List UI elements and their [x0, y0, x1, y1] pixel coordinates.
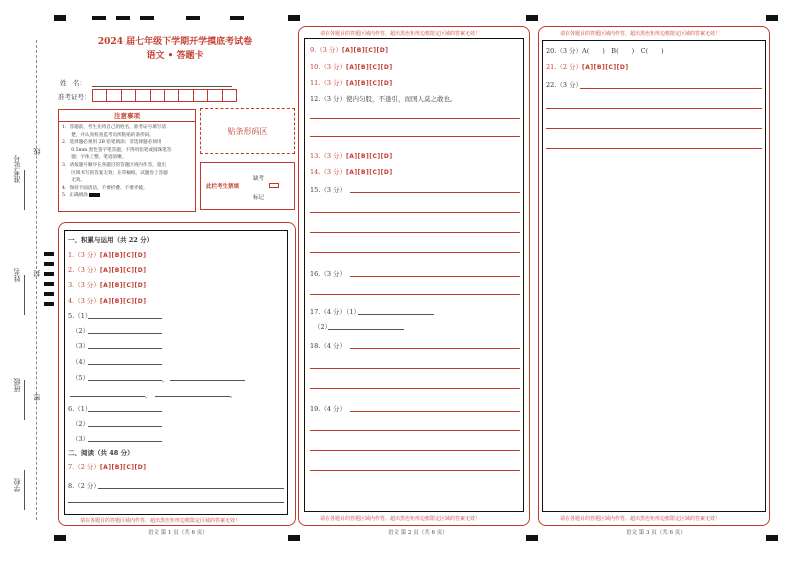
- page2-top-notice: 请在各题目的答题区域内作答，超出黑色矩形边框限定区域的答案无效！: [320, 31, 481, 37]
- name-label: 姓 名：: [60, 79, 86, 87]
- exam-subtitle: 语文 • 答题卡: [146, 51, 204, 61]
- period: 。: [230, 391, 237, 399]
- question-20[interactable]: 20.（3 分）A( ) B( ) C( ): [546, 47, 664, 55]
- answer-line[interactable]: [88, 364, 162, 365]
- school-side-label: 学校: [13, 478, 21, 492]
- registration-mark: [288, 535, 300, 541]
- exam-id-label: 准考证号：: [58, 93, 91, 101]
- page1-notice: 请在各题目的答题区域内作答，超出黑色矩形边框限定区域的答案无效！: [80, 518, 241, 524]
- filled-bubble-icon: [89, 193, 100, 197]
- question-5-4: （4）: [72, 358, 90, 366]
- timing-mark: [140, 16, 154, 20]
- answer-line[interactable]: [88, 333, 162, 334]
- question-15: 15.（3 分）: [310, 186, 347, 194]
- timing-mark: [44, 302, 54, 306]
- timing-mark: [116, 16, 130, 20]
- answer-line[interactable]: [350, 276, 520, 277]
- question-1[interactable]: 1.（3 分）[A][B][C][D]: [68, 251, 147, 259]
- answer-line[interactable]: [310, 294, 520, 295]
- timing-mark: [92, 16, 106, 20]
- question-5-2: （2）: [72, 327, 90, 335]
- question-4[interactable]: 4.（3 分）[A][B][C][D]: [68, 297, 147, 305]
- answer-line[interactable]: [358, 314, 434, 315]
- instructions-title: 注意事项: [59, 110, 195, 122]
- page1-footer: 语文 第 1 页（共 6 页）: [148, 530, 208, 536]
- answer-line[interactable]: [155, 396, 230, 397]
- answer-line[interactable]: [350, 411, 520, 412]
- name-side-label: 姓名: [13, 268, 21, 282]
- absent-mark-label: 缺考: [253, 176, 265, 182]
- page3-bottom-notice: 请在各题目的答题区域内作答，超出黑色矩形边框限定区域的答案无效！: [560, 516, 721, 522]
- absent-mark-label-2: 标记: [253, 195, 265, 201]
- page3-answer-frame: [542, 40, 766, 512]
- answer-line[interactable]: [310, 252, 520, 253]
- instruction-line: 0.5mm 黑色签字笔答题，不得用铅笔或圆珠笔答: [62, 147, 172, 153]
- comma: ，: [162, 375, 169, 383]
- registration-mark: [766, 15, 778, 21]
- timing-mark: [44, 292, 54, 296]
- question-9[interactable]: 9.（3 分）[A][B][C][D]: [310, 46, 389, 54]
- question-5-1: 5.（1）: [68, 312, 92, 320]
- page2-footer: 语文 第 2 页（共 6 页）: [388, 530, 448, 536]
- answer-line[interactable]: [88, 441, 162, 442]
- answer-line[interactable]: [88, 380, 162, 381]
- side-underline: [24, 380, 25, 420]
- answer-line[interactable]: [88, 426, 162, 427]
- answer-line[interactable]: [98, 488, 284, 489]
- class-side-label: 班级: [13, 378, 21, 392]
- question-13[interactable]: 13.（3 分）[A][B][C][D]: [310, 152, 393, 160]
- question-22: 22.（3 分）: [546, 81, 583, 89]
- answer-line[interactable]: [170, 380, 245, 381]
- instruction-line: 4．保持卡面清洁，不要折叠、不要弄破。: [62, 185, 148, 191]
- instruction-line: 5．正确填涂: [62, 192, 192, 200]
- answer-line[interactable]: [310, 388, 520, 389]
- instruction-line: 1．答题前，考生先将自己的姓名，准考证号填写清: [62, 125, 166, 130]
- question-2[interactable]: 2.（3 分）[A][B][C][D]: [68, 266, 147, 274]
- absent-checkbox[interactable]: [269, 183, 279, 188]
- answer-line[interactable]: [88, 411, 162, 412]
- comma: ，: [145, 391, 152, 399]
- instruction-line: 题；字体工整、笔迹清晰。: [62, 155, 127, 161]
- answer-line[interactable]: [310, 430, 520, 431]
- exam-id-boxes[interactable]: [92, 89, 237, 102]
- question-17-2: （2）: [314, 323, 332, 331]
- answer-line[interactable]: [328, 329, 404, 330]
- barcode-area: [200, 108, 295, 154]
- line-side-label: 线: [33, 148, 41, 155]
- barcode-label: 贴条形码区: [227, 126, 268, 136]
- side-underline: [24, 275, 25, 315]
- instruction-line: 区域书写的答案无效；在草稿纸、试题卷上答题: [62, 170, 168, 176]
- binding-line: [36, 40, 37, 520]
- timing-mark: [44, 282, 54, 286]
- section-1-title: 一、积累与运用（共 22 分）: [68, 236, 154, 244]
- timing-mark: [44, 272, 54, 276]
- instruction-line: 楚，并认真检查监考员所粘贴的条形码。: [62, 132, 154, 138]
- page3-top-notice: 请在各题目的答题区域内作答，超出黑色矩形边框限定区域的答案无效！: [560, 31, 721, 37]
- question-3[interactable]: 3.（3 分）[A][B][C][D]: [68, 281, 147, 289]
- registration-mark: [288, 15, 300, 21]
- question-5-3: （3）: [72, 342, 90, 350]
- answer-line[interactable]: [546, 128, 762, 129]
- registration-mark: [526, 15, 538, 21]
- timing-mark: [230, 16, 244, 20]
- answer-line[interactable]: [546, 148, 762, 149]
- question-8: 8.（2 分）: [68, 482, 100, 490]
- section-2-title: 二、阅读（共 48 分）: [68, 449, 134, 457]
- answer-line[interactable]: [310, 212, 520, 213]
- side-underline: [24, 470, 25, 510]
- page3-footer: 语文 第 3 页（共 6 页）: [626, 530, 686, 536]
- question-14[interactable]: 14.（3 分）[A][B][C][D]: [310, 168, 393, 176]
- absent-label: 此栏考生禁填: [206, 184, 240, 190]
- registration-mark: [526, 535, 538, 541]
- timing-mark: [44, 262, 54, 266]
- question-11[interactable]: 11.（3 分）[A][B][C][D]: [310, 79, 393, 87]
- instructions-box: [58, 109, 196, 212]
- registration-mark: [766, 535, 778, 541]
- question-12: 12.（3 分）使内匀股，不逢引，而国人莫之敢也。: [310, 95, 457, 103]
- page2-bottom-notice: 请在各题目的答题区域内作答，超出黑色矩形边框限定区域的答案无效！: [320, 516, 481, 522]
- seal-side-label: 封: [33, 270, 41, 277]
- exam-id-side-label: 准考证号: [13, 155, 21, 183]
- answer-line[interactable]: [88, 318, 162, 319]
- timing-mark: [44, 252, 54, 256]
- question-7[interactable]: 7.（2 分）[A][B][C][D]: [68, 463, 147, 471]
- instruction-line: 2．选择题必须用 2B 铅笔填涂；非选择题必须用: [62, 140, 162, 146]
- side-underline: [24, 170, 25, 210]
- answer-line[interactable]: [70, 396, 145, 397]
- instruction-line: 无效。: [62, 178, 85, 184]
- question-18: 18.（4 分）: [310, 342, 347, 350]
- answer-line[interactable]: [68, 502, 284, 503]
- answer-line[interactable]: [310, 136, 520, 137]
- timing-mark: [186, 16, 200, 20]
- answer-line[interactable]: [580, 88, 762, 89]
- answer-line[interactable]: [350, 192, 520, 193]
- instruction-line: 3．请按题号顺序在各题目的答题区域内作答，超出: [62, 162, 166, 168]
- answer-line[interactable]: [546, 108, 762, 109]
- question-5-5: （5）: [72, 374, 90, 382]
- name-field[interactable]: [92, 86, 232, 87]
- absent-box: [200, 162, 295, 210]
- question-10[interactable]: 10.（3 分）[A][B][C][D]: [310, 63, 393, 71]
- question-6-1: 6.（1）: [68, 405, 92, 413]
- question-6-3: （3）: [72, 435, 90, 443]
- registration-mark: [54, 15, 66, 21]
- question-17-1: 17.（4 分）（1）: [310, 308, 360, 316]
- answer-line[interactable]: [310, 118, 520, 119]
- dense-side-label: 密: [33, 394, 41, 401]
- question-19: 19.（4 分）: [310, 405, 347, 413]
- answer-line[interactable]: [350, 348, 520, 349]
- answer-line[interactable]: [310, 232, 520, 233]
- answer-line[interactable]: [88, 348, 162, 349]
- question-21[interactable]: 21.（2 分）[A][B][C][D]: [546, 63, 629, 71]
- answer-line[interactable]: [310, 470, 520, 471]
- answer-line[interactable]: [310, 450, 520, 451]
- registration-mark: [54, 535, 66, 541]
- exam-title: 2024 届七年级下学期开学摸底考试卷: [97, 37, 253, 47]
- question-6-2: （2）: [72, 420, 90, 428]
- question-16: 16.（3 分）: [310, 270, 347, 278]
- answer-line[interactable]: [310, 368, 520, 369]
